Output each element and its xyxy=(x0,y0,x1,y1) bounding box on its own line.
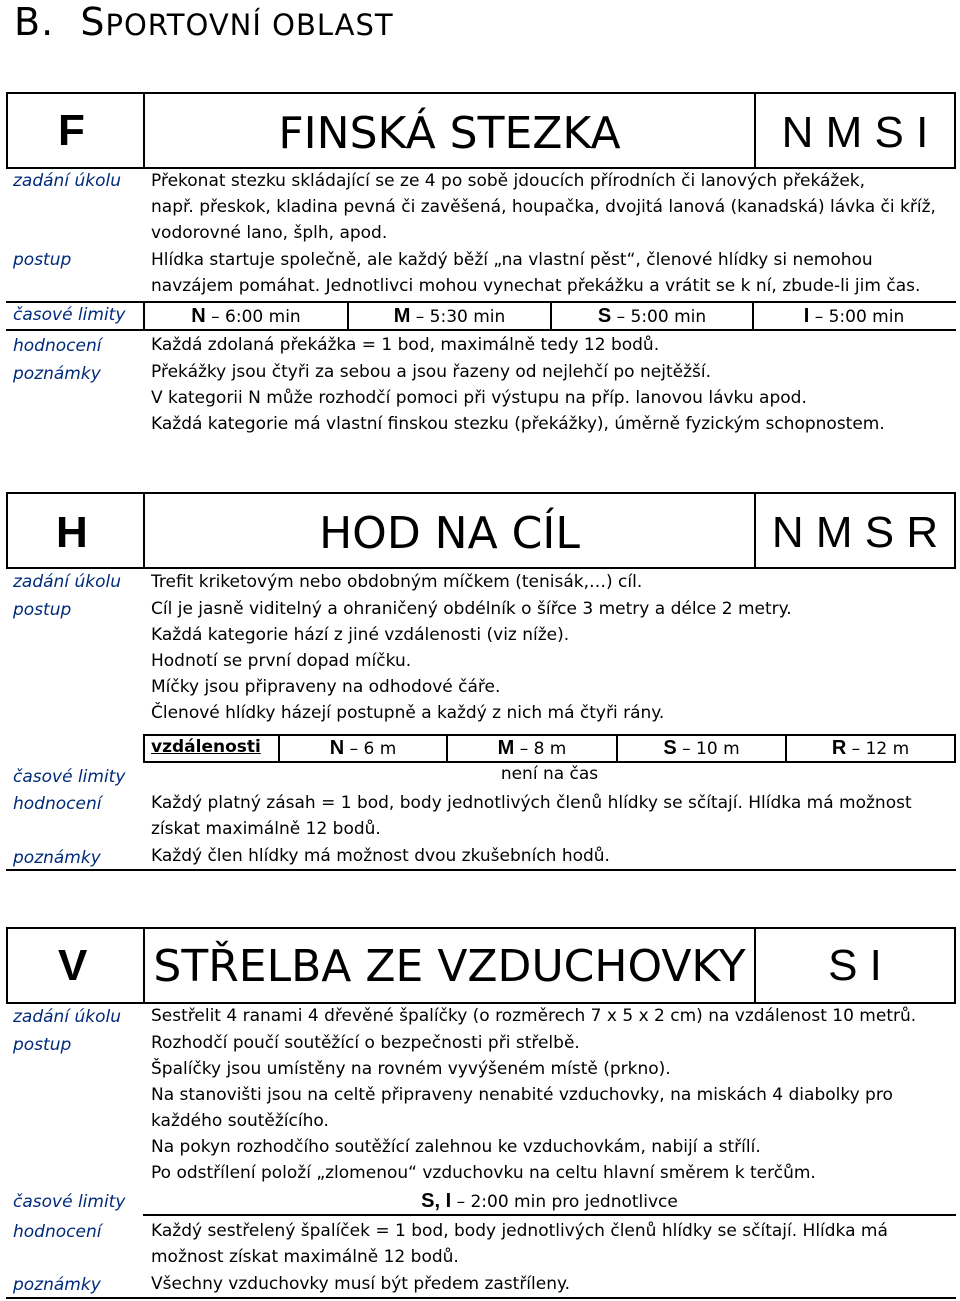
divider xyxy=(143,734,145,763)
divider xyxy=(6,329,956,331)
discipline-categories: N M S R xyxy=(771,508,939,557)
procedure-text: Cíl je jasně viditelný a ohraničený obdélník o šířce 3 metry a délce 2 metry. Každá kategorie hází z jiné vzdálenosti (viz níže). Hodnotí se první dopad míčku. Míčky jsou připraveny na odhodové čáře. Členové hlídky házejí postupně a každý z nich má čtyři rány. xyxy=(151,599,792,723)
distance-cell: M – 8 m xyxy=(497,737,567,759)
label-task: zadání úkolu xyxy=(13,1007,121,1027)
procedure-text: Rozhodčí poučí soutěžící o bezpečnosti při střelbě. Špalíčky jsou umístěny na rovném vyvýšeném místě (prkno). Na stanovišti jsou na celtě připraveny nenabité vzduchovky, na miskách 4 diabolky pro každého soutěžícího. Na pokyn rozhodčího soutěžící zalehnou ke vzduchovkám, nabijí a střílí. Po odstřílení položí „zlomenou“ vzduchovku na celtu hlavní směrem k terčům. xyxy=(151,1033,893,1183)
divider xyxy=(6,927,8,1004)
time-value: není na čas xyxy=(500,764,599,784)
section-title-rest: PORTOVNÍ OBLAST xyxy=(105,8,394,42)
notes-text: Všechny vzduchovky musí být předem zastříleny. xyxy=(151,1274,571,1294)
distance-cell: N – 6 m xyxy=(329,737,397,759)
divider xyxy=(6,92,956,94)
divider xyxy=(6,301,956,303)
divider xyxy=(6,1297,956,1299)
limit-cell: N – 6:00 min xyxy=(191,305,301,327)
label-time-limits: časové limity xyxy=(13,1192,126,1212)
limit-cell: S – 5:00 min xyxy=(597,305,707,327)
divider xyxy=(6,492,8,569)
procedure-text: Hlídka startuje společně, ale každý běží „na vlastní pěst“, členové hlídky si nemohou navzájem pomáhat. Jednotlivci mohou vynechat překážku a vrátit se k ní, zbude-li jim čas. xyxy=(151,250,921,296)
label-task: zadání úkolu xyxy=(13,572,121,592)
discipline-categories: S I xyxy=(828,941,882,990)
task-text: Sestřelit 4 ranami 4 dřevěné špalíčky (o rozměrech 7 x 5 x 2 cm) na vzdálenost 10 metrů. xyxy=(151,1006,917,1026)
divider xyxy=(6,92,8,169)
notes-text: Překážky jsou čtyři za sebou a jsou řazeny od nejlehčí po nejtěžší. V kategorii N může rozhodčí pomoci při výstupu na příp. lanovou lávku apod. Každá kategorie má vlastní finskou stezku (překážky), úměrně fyzickým schopnostem. xyxy=(151,362,885,434)
divider xyxy=(954,492,956,569)
divider xyxy=(6,927,956,929)
label-task: zadání úkolu xyxy=(13,171,121,191)
label-evaluation: hodnocení xyxy=(13,336,102,356)
evaluation-text: Každá zdolaná překážka = 1 bod, maximálně tedy 12 bodů. xyxy=(151,335,660,355)
label-procedure: postup xyxy=(13,1035,72,1055)
section-letter: B. xyxy=(14,0,55,44)
label-notes: poznámky xyxy=(13,1275,101,1295)
limit-cell: M – 5:30 min xyxy=(393,305,506,327)
section-heading xyxy=(14,0,394,44)
discipline-title: HOD NA CÍL xyxy=(319,508,580,559)
label-notes: poznámky xyxy=(13,364,101,384)
task-text: Trefit kriketovým nebo obdobným míčkem (tenisák,…) cíl. xyxy=(151,572,643,592)
label-procedure: postup xyxy=(13,600,72,620)
time-value: S, I – 2:00 min pro jednotlivce xyxy=(421,1190,678,1212)
divider xyxy=(143,761,956,763)
label-evaluation: hodnocení xyxy=(13,1222,102,1242)
distance-label: vzdálenosti xyxy=(151,737,261,757)
limit-cell: I – 5:00 min xyxy=(803,305,905,327)
discipline-title: FINSKÁ STEZKA xyxy=(278,108,621,159)
label-time-limits: časové limity xyxy=(13,767,126,787)
divider xyxy=(143,734,956,736)
distance-cell: S – 10 m xyxy=(663,737,740,759)
notes-text: Každý člen hlídky má možnost dvou zkušebních hodů. xyxy=(151,846,610,866)
divider xyxy=(954,92,956,169)
distance-cell: R – 12 m xyxy=(831,737,910,759)
divider xyxy=(6,492,956,494)
discipline-letter: H xyxy=(56,508,88,557)
label-time-limits: časové limity xyxy=(13,305,126,325)
label-evaluation: hodnocení xyxy=(13,794,102,814)
divider xyxy=(6,869,956,871)
divider xyxy=(143,1214,956,1216)
divider xyxy=(954,927,956,1004)
divider xyxy=(954,734,956,763)
discipline-title: STŘELBA ZE VZDUCHOVKY xyxy=(153,941,746,992)
discipline-categories: N M S I xyxy=(781,108,929,157)
discipline-letter: F xyxy=(58,106,85,155)
task-text: Překonat stezku skládající se ze 4 po sobě jdoucích přírodních či lanových překážek, např. přeskok, kladina pevná či zavěšená, houpačka, dvojitá lanová (kanadská) lávka či kříž, vodorovné lano, šplh, apod. xyxy=(151,171,936,243)
label-notes: poznámky xyxy=(13,848,101,868)
label-procedure: postup xyxy=(13,250,72,270)
section-title-first: S xyxy=(80,0,106,44)
discipline-letter: V xyxy=(58,941,88,990)
evaluation-text: Každý sestřelený špalíček = 1 bod, body jednotlivých členů hlídky se sčítají. Hlídka má možnost získat maximálně 12 bodů. xyxy=(151,1221,888,1267)
evaluation-text: Každý platný zásah = 1 bod, body jednotlivých členů hlídky se sčítají. Hlídka má možnost získat maximálně 12 bodů. xyxy=(151,793,912,839)
